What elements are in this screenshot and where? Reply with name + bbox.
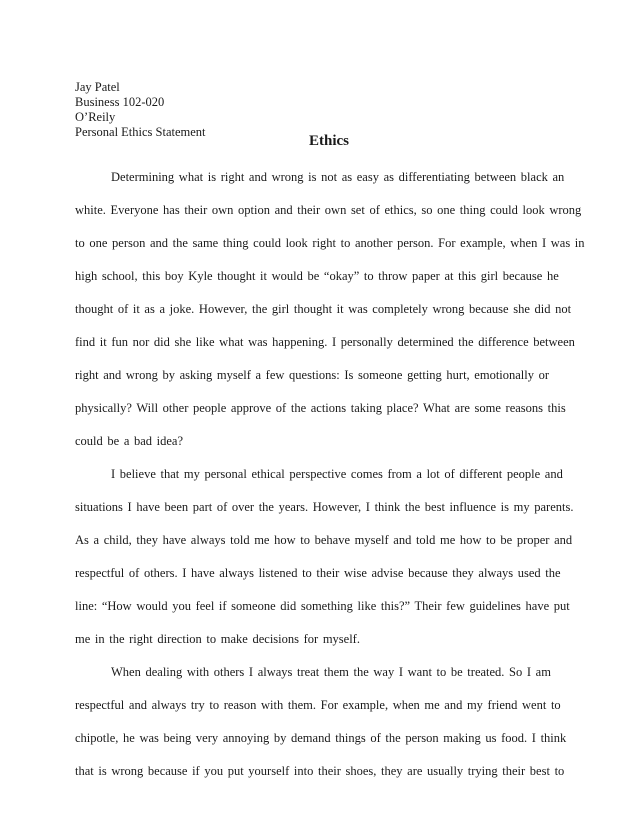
text-line: right and wrong by asking myself a few questions: Is someone getting hurt, emotionally or <box>75 368 550 382</box>
text-line: Determining what is right and wrong is not as easy as differentiating between black an <box>111 170 565 184</box>
text-line: situations I have been part of over the years. However, I think the best influence is my parents. <box>75 500 574 514</box>
assignment-title: Personal Ethics Statement <box>75 125 206 139</box>
text-line: could be a bad idea? <box>75 434 184 448</box>
text-line: me in the right direction to make decisions for myself. <box>75 632 360 646</box>
text-line: As a child, they have always told me how to behave myself and told me how to be proper and <box>75 533 573 547</box>
text-line: I believe that my personal ethical perspective comes from a lot of different people and <box>111 467 563 481</box>
author-name: Jay Patel <box>75 80 120 94</box>
text-line: respectful and always try to reason with them. For example, when me and my friend went to <box>75 698 561 712</box>
course-code: Business 102-020 <box>75 95 165 109</box>
document-header <box>75 80 206 140</box>
text-line: thought of it as a joke. However, the girl thought it was completely wrong because she did not <box>75 302 572 316</box>
text-line: line: “How would you feel if someone did something like this?” Their few guidelines have put <box>75 599 570 613</box>
text-line: chipotle, he was being very annoying by demand things of the person making us food. I think <box>75 731 567 745</box>
text-line: to one person and the same thing could look right to another person. For example, when I was in <box>75 236 585 250</box>
instructor-name: O’Reily <box>75 110 116 124</box>
text-line: physically? Will other people approve of the actions taking place? What are some reasons this <box>75 401 566 415</box>
text-line: white. Everyone has their own option and their own set of ethics, so one thing could look wrong <box>75 203 582 217</box>
page-title: Ethics <box>308 133 349 149</box>
text-line: When dealing with others I always treat them the way I want to be treated. So I am <box>111 665 551 679</box>
text-line: high school, this boy Kyle thought it would be “okay” to throw paper at this girl because he <box>75 269 559 283</box>
text-line: find it fun nor did she like what was happening. I personally determined the difference between <box>75 335 575 349</box>
text-line: that is wrong because if you put yourself into their shoes, they are usually trying their best to <box>75 764 565 778</box>
text-line: respectful of others. I have always listened to their wise advise because they always used the <box>75 566 561 580</box>
